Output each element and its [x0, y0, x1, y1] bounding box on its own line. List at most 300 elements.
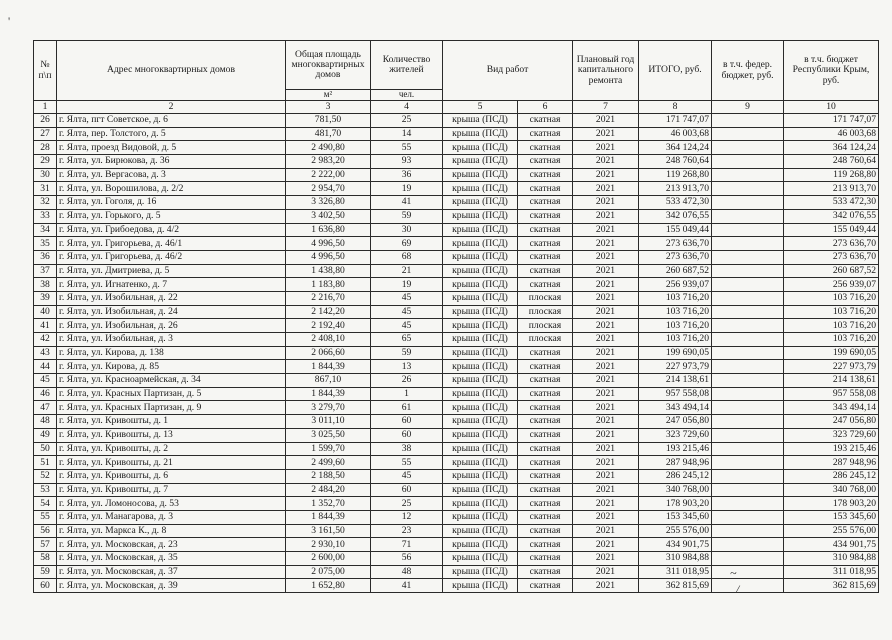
federal-cell: [712, 346, 784, 360]
row-number: 35: [34, 237, 57, 251]
row-number: 52: [34, 469, 57, 483]
total-cell: 213 913,70: [639, 182, 712, 196]
address-cell: г. Ялта, ул. Московская, д. 39: [57, 579, 286, 593]
work-type-cell: крыша (ПСД): [443, 524, 518, 538]
roof-type-cell: скатная: [518, 223, 573, 237]
area-cell: 2 490,80: [286, 141, 371, 155]
crimea-cell: 342 076,55: [784, 209, 879, 223]
year-cell: 2021: [573, 387, 639, 401]
table-row: [34, 374, 879, 388]
roof-type-cell: скатная: [518, 278, 573, 292]
table-row: [34, 250, 879, 264]
row-number: 26: [34, 114, 57, 128]
column-number: 4: [371, 101, 443, 114]
table-row: [34, 524, 879, 538]
year-cell: 2021: [573, 196, 639, 210]
roof-type-cell: скатная: [518, 442, 573, 456]
federal-cell: [712, 141, 784, 155]
crimea-cell: 227 973,79: [784, 360, 879, 374]
area-cell: 2 188,50: [286, 469, 371, 483]
area-cell: 2 499,60: [286, 456, 371, 470]
table-row: [34, 346, 879, 360]
residents-cell: 19: [371, 278, 443, 292]
area-cell: 2 192,40: [286, 319, 371, 333]
row-number: 53: [34, 483, 57, 497]
table-row: [34, 291, 879, 305]
table-row: [34, 552, 879, 566]
row-number: 29: [34, 155, 57, 169]
residents-cell: 59: [371, 346, 443, 360]
table-row: [34, 114, 879, 128]
residents-cell: 25: [371, 114, 443, 128]
address-cell: г. Ялта, ул. Московская, д. 35: [57, 552, 286, 566]
year-cell: 2021: [573, 127, 639, 141]
crimea-cell: 255 576,00: [784, 524, 879, 538]
crimea-cell: 533 472,30: [784, 196, 879, 210]
header-residents: Количество жителей: [371, 41, 443, 90]
federal-cell: [712, 291, 784, 305]
total-cell: 434 901,75: [639, 538, 712, 552]
year-cell: 2021: [573, 428, 639, 442]
work-type-cell: крыша (ПСД): [443, 319, 518, 333]
area-cell: 2 983,20: [286, 155, 371, 169]
total-cell: 103 716,20: [639, 319, 712, 333]
residents-cell: 45: [371, 291, 443, 305]
table-row: [34, 456, 879, 470]
total-cell: 153 345,60: [639, 510, 712, 524]
work-type-cell: крыша (ПСД): [443, 387, 518, 401]
address-cell: г. Ялта, ул. Красных Партизан, д. 5: [57, 387, 286, 401]
residents-cell: 1: [371, 387, 443, 401]
year-cell: 2021: [573, 510, 639, 524]
federal-cell: [712, 250, 784, 264]
work-type-cell: крыша (ПСД): [443, 182, 518, 196]
total-cell: 340 768,00: [639, 483, 712, 497]
residents-cell: 14: [371, 127, 443, 141]
year-cell: 2021: [573, 291, 639, 305]
year-cell: 2021: [573, 360, 639, 374]
residents-cell: 69: [371, 237, 443, 251]
area-cell: 1 844,39: [286, 387, 371, 401]
total-cell: 323 729,60: [639, 428, 712, 442]
roof-type-cell: скатная: [518, 401, 573, 415]
crimea-cell: 287 948,96: [784, 456, 879, 470]
residents-cell: 13: [371, 360, 443, 374]
federal-cell: [712, 415, 784, 429]
work-type-cell: крыша (ПСД): [443, 155, 518, 169]
year-cell: 2021: [573, 114, 639, 128]
crimea-cell: 957 558,08: [784, 387, 879, 401]
crimea-cell: 310 984,88: [784, 552, 879, 566]
residents-cell: 41: [371, 196, 443, 210]
column-number: 2: [57, 101, 286, 114]
roof-type-cell: скатная: [518, 538, 573, 552]
residents-cell: 23: [371, 524, 443, 538]
residents-cell: 68: [371, 250, 443, 264]
header-row: [34, 41, 879, 90]
address-cell: г. Ялта, ул. Красноармейская, д. 34: [57, 374, 286, 388]
area-cell: 3 279,70: [286, 401, 371, 415]
total-cell: 957 558,08: [639, 387, 712, 401]
residents-cell: 19: [371, 182, 443, 196]
federal-cell: [712, 278, 784, 292]
address-cell: г. Ялта, ул. Кривошты, д. 7: [57, 483, 286, 497]
total-cell: 248 760,64: [639, 155, 712, 169]
address-cell: г. Ялта, ул. Грибоедова, д. 4/2: [57, 223, 286, 237]
residents-cell: 36: [371, 168, 443, 182]
year-cell: 2021: [573, 264, 639, 278]
address-cell: г. Ялта, ул. Изобильная, д. 24: [57, 305, 286, 319]
year-cell: 2021: [573, 442, 639, 456]
area-cell: 2 066,60: [286, 346, 371, 360]
table-row: [34, 333, 879, 347]
federal-cell: [712, 456, 784, 470]
year-cell: 2021: [573, 250, 639, 264]
row-number: 54: [34, 497, 57, 511]
area-cell: 1 599,70: [286, 442, 371, 456]
residents-cell: 60: [371, 428, 443, 442]
year-cell: 2021: [573, 552, 639, 566]
table-row: [34, 401, 879, 415]
table-row: [34, 360, 879, 374]
total-cell: 273 636,70: [639, 250, 712, 264]
row-number: 58: [34, 552, 57, 566]
table-row: [34, 196, 879, 210]
federal-cell: [712, 114, 784, 128]
crimea-cell: 434 901,75: [784, 538, 879, 552]
total-cell: 364 124,24: [639, 141, 712, 155]
federal-cell: [712, 209, 784, 223]
work-type-cell: крыша (ПСД): [443, 114, 518, 128]
total-cell: 46 003,68: [639, 127, 712, 141]
table-row: [34, 469, 879, 483]
year-cell: 2021: [573, 305, 639, 319]
area-cell: 3 011,10: [286, 415, 371, 429]
area-cell: 867,10: [286, 374, 371, 388]
address-cell: г. Ялта, ул. Кирова, д. 138: [57, 346, 286, 360]
year-cell: 2021: [573, 374, 639, 388]
work-type-cell: крыша (ПСД): [443, 346, 518, 360]
row-number: 38: [34, 278, 57, 292]
address-cell: г. Ялта, ул. Московская, д. 37: [57, 565, 286, 579]
roof-type-cell: скатная: [518, 552, 573, 566]
row-number: 31: [34, 182, 57, 196]
crimea-cell: 362 815,69: [784, 579, 879, 593]
crimea-cell: 256 939,07: [784, 278, 879, 292]
roof-type-cell: скатная: [518, 387, 573, 401]
column-number: 3: [286, 101, 371, 114]
work-type-cell: крыша (ПСД): [443, 497, 518, 511]
table-row: [34, 497, 879, 511]
roof-type-cell: скатная: [518, 196, 573, 210]
roof-type-cell: плоская: [518, 319, 573, 333]
total-cell: 199 690,05: [639, 346, 712, 360]
row-number: 41: [34, 319, 57, 333]
work-type-cell: крыша (ПСД): [443, 168, 518, 182]
roof-type-cell: скатная: [518, 524, 573, 538]
header-address: Адрес многоквартирных домов: [57, 41, 286, 101]
roof-type-cell: скатная: [518, 127, 573, 141]
area-cell: 1 844,39: [286, 360, 371, 374]
crimea-cell: 364 124,24: [784, 141, 879, 155]
year-cell: 2021: [573, 209, 639, 223]
year-cell: 2021: [573, 333, 639, 347]
year-cell: 2021: [573, 346, 639, 360]
roof-type-cell: плоская: [518, 305, 573, 319]
crimea-cell: 153 345,60: [784, 510, 879, 524]
federal-cell: [712, 127, 784, 141]
residents-cell: 55: [371, 456, 443, 470]
table-row: [34, 155, 879, 169]
total-cell: 343 494,14: [639, 401, 712, 415]
roof-type-cell: скатная: [518, 250, 573, 264]
area-cell: 2 600,00: [286, 552, 371, 566]
work-type-cell: крыша (ПСД): [443, 196, 518, 210]
area-cell: 3 025,50: [286, 428, 371, 442]
work-type-cell: крыша (ПСД): [443, 360, 518, 374]
crimea-cell: 46 003,68: [784, 127, 879, 141]
table-row: [34, 127, 879, 141]
area-cell: 2 408,10: [286, 333, 371, 347]
header-area: Общая площадь многоквартирных домов: [286, 41, 371, 90]
federal-cell: [712, 483, 784, 497]
residents-cell: 30: [371, 223, 443, 237]
address-cell: г. Ялта, ул. Маркса К., д. 8: [57, 524, 286, 538]
row-number: 39: [34, 291, 57, 305]
table-row: [34, 182, 879, 196]
federal-cell: [712, 510, 784, 524]
crimea-cell: 323 729,60: [784, 428, 879, 442]
row-number: 28: [34, 141, 57, 155]
table-row: [34, 264, 879, 278]
area-cell: 3 161,50: [286, 524, 371, 538]
crimea-cell: 260 687,52: [784, 264, 879, 278]
work-type-cell: крыша (ПСД): [443, 456, 518, 470]
work-type-cell: крыша (ПСД): [443, 483, 518, 497]
federal-cell: [712, 524, 784, 538]
area-cell: 4 996,50: [286, 237, 371, 251]
scan-mark: ': [8, 14, 11, 28]
total-cell: 342 076,55: [639, 209, 712, 223]
work-type-cell: крыша (ПСД): [443, 305, 518, 319]
crimea-cell: 155 049,44: [784, 223, 879, 237]
year-cell: 2021: [573, 456, 639, 470]
address-cell: г. Ялта, пгт Советское, д. 6: [57, 114, 286, 128]
federal-cell: [712, 579, 784, 593]
area-cell: 481,70: [286, 127, 371, 141]
address-cell: г. Ялта, ул. Изобильная, д. 3: [57, 333, 286, 347]
total-cell: 103 716,20: [639, 333, 712, 347]
residents-cell: 55: [371, 141, 443, 155]
residents-cell: 41: [371, 579, 443, 593]
column-number: 9: [712, 101, 784, 114]
federal-cell: [712, 237, 784, 251]
area-cell: 1 352,70: [286, 497, 371, 511]
roof-type-cell: скатная: [518, 374, 573, 388]
work-type-cell: крыша (ПСД): [443, 469, 518, 483]
crimea-cell: 103 716,20: [784, 291, 879, 305]
total-cell: 256 939,07: [639, 278, 712, 292]
total-cell: 273 636,70: [639, 237, 712, 251]
residents-cell: 56: [371, 552, 443, 566]
total-cell: 103 716,20: [639, 291, 712, 305]
roof-type-cell: скатная: [518, 415, 573, 429]
residents-cell: 12: [371, 510, 443, 524]
work-type-cell: крыша (ПСД): [443, 237, 518, 251]
area-cell: 781,50: [286, 114, 371, 128]
work-type-cell: крыша (ПСД): [443, 538, 518, 552]
federal-cell: [712, 469, 784, 483]
address-cell: г. Ялта, ул. Манагарова, д. 3: [57, 510, 286, 524]
table-row: [34, 387, 879, 401]
roof-type-cell: скатная: [518, 114, 573, 128]
crimea-cell: 213 913,70: [784, 182, 879, 196]
row-number: 50: [34, 442, 57, 456]
crimea-cell: 247 056,80: [784, 415, 879, 429]
table-row: [34, 278, 879, 292]
total-cell: 119 268,80: [639, 168, 712, 182]
address-cell: г. Ялта, ул. Изобильная, д. 26: [57, 319, 286, 333]
residents-cell: 93: [371, 155, 443, 169]
row-number: 56: [34, 524, 57, 538]
roof-type-cell: скатная: [518, 168, 573, 182]
repair-schedule-table: [33, 40, 879, 593]
year-cell: 2021: [573, 497, 639, 511]
table-row: [34, 538, 879, 552]
address-cell: г. Ялта, ул. Гоголя, д. 16: [57, 196, 286, 210]
header-work-type: Вид работ: [443, 41, 573, 101]
column-number-row: [34, 101, 879, 114]
row-number: 55: [34, 510, 57, 524]
total-cell: 227 973,79: [639, 360, 712, 374]
row-number: 47: [34, 401, 57, 415]
residents-cell: 48: [371, 565, 443, 579]
crimea-cell: 199 690,05: [784, 346, 879, 360]
work-type-cell: крыша (ПСД): [443, 510, 518, 524]
total-cell: 171 747,07: [639, 114, 712, 128]
row-number: 37: [34, 264, 57, 278]
federal-cell: [712, 428, 784, 442]
row-number: 59: [34, 565, 57, 579]
year-cell: 2021: [573, 141, 639, 155]
roof-type-cell: скатная: [518, 360, 573, 374]
roof-type-cell: скатная: [518, 510, 573, 524]
header-crimea: в т.ч. бюджет Республики Крым, руб.: [784, 41, 879, 101]
table-row: [34, 442, 879, 456]
year-cell: 2021: [573, 278, 639, 292]
year-cell: 2021: [573, 579, 639, 593]
column-number: 1: [34, 101, 57, 114]
area-cell: 2 216,70: [286, 291, 371, 305]
row-number: 45: [34, 374, 57, 388]
table-row: [34, 579, 879, 593]
year-cell: 2021: [573, 415, 639, 429]
row-number: 51: [34, 456, 57, 470]
address-cell: г. Ялта, ул. Дмитриева, д. 5: [57, 264, 286, 278]
residents-cell: 45: [371, 305, 443, 319]
table-row: [34, 428, 879, 442]
work-type-cell: крыша (ПСД): [443, 333, 518, 347]
residents-cell: 38: [371, 442, 443, 456]
federal-cell: [712, 319, 784, 333]
federal-cell: [712, 442, 784, 456]
roof-type-cell: плоская: [518, 333, 573, 347]
crimea-cell: 273 636,70: [784, 237, 879, 251]
year-cell: 2021: [573, 319, 639, 333]
residents-cell: 61: [371, 401, 443, 415]
roof-type-cell: скатная: [518, 483, 573, 497]
header-num: № п\п: [34, 41, 57, 101]
table-row: [34, 141, 879, 155]
roof-type-cell: скатная: [518, 209, 573, 223]
column-number: 5: [443, 101, 518, 114]
row-number: 40: [34, 305, 57, 319]
year-cell: 2021: [573, 469, 639, 483]
residents-cell: 45: [371, 319, 443, 333]
table-row: [34, 510, 879, 524]
crimea-cell: 311 018,95: [784, 565, 879, 579]
table-row: [34, 565, 879, 579]
year-cell: 2021: [573, 401, 639, 415]
federal-cell: [712, 305, 784, 319]
address-cell: г. Ялта, ул. Красных Партизан, д. 9: [57, 401, 286, 415]
row-number: 36: [34, 250, 57, 264]
year-cell: 2021: [573, 182, 639, 196]
work-type-cell: крыша (ПСД): [443, 223, 518, 237]
federal-cell: [712, 223, 784, 237]
row-number: 27: [34, 127, 57, 141]
total-cell: 362 815,69: [639, 579, 712, 593]
row-number: 46: [34, 387, 57, 401]
area-cell: 4 996,50: [286, 250, 371, 264]
total-cell: 103 716,20: [639, 305, 712, 319]
work-type-cell: крыша (ПСД): [443, 374, 518, 388]
crimea-cell: 103 716,20: [784, 319, 879, 333]
total-cell: 193 215,46: [639, 442, 712, 456]
federal-cell: [712, 497, 784, 511]
crimea-cell: 119 268,80: [784, 168, 879, 182]
work-type-cell: крыша (ПСД): [443, 552, 518, 566]
handwritten-mark: /: [736, 582, 740, 596]
work-type-cell: крыша (ПСД): [443, 278, 518, 292]
federal-cell: [712, 374, 784, 388]
column-number: 8: [639, 101, 712, 114]
crimea-cell: 248 760,64: [784, 155, 879, 169]
unit-residents: чел.: [371, 90, 443, 101]
row-number: 57: [34, 538, 57, 552]
federal-cell: [712, 196, 784, 210]
work-type-cell: крыша (ПСД): [443, 428, 518, 442]
work-type-cell: крыша (ПСД): [443, 209, 518, 223]
year-cell: 2021: [573, 237, 639, 251]
work-type-cell: крыша (ПСД): [443, 141, 518, 155]
roof-type-cell: скатная: [518, 579, 573, 593]
header-total: ИТОГО, руб.: [639, 41, 712, 101]
residents-cell: 26: [371, 374, 443, 388]
residents-cell: 71: [371, 538, 443, 552]
header-year: Плановый год капитального ремонта: [573, 41, 639, 101]
crimea-cell: 340 768,00: [784, 483, 879, 497]
total-cell: 255 576,00: [639, 524, 712, 538]
table-row: [34, 305, 879, 319]
total-cell: 286 245,12: [639, 469, 712, 483]
crimea-cell: 103 716,20: [784, 333, 879, 347]
crimea-cell: 214 138,61: [784, 374, 879, 388]
roof-type-cell: скатная: [518, 456, 573, 470]
address-cell: г. Ялта, ул. Кривошты, д. 21: [57, 456, 286, 470]
address-cell: г. Ялта, ул. Бирюкова, д. 36: [57, 155, 286, 169]
address-cell: г. Ялта, ул. Горького, д. 5: [57, 209, 286, 223]
